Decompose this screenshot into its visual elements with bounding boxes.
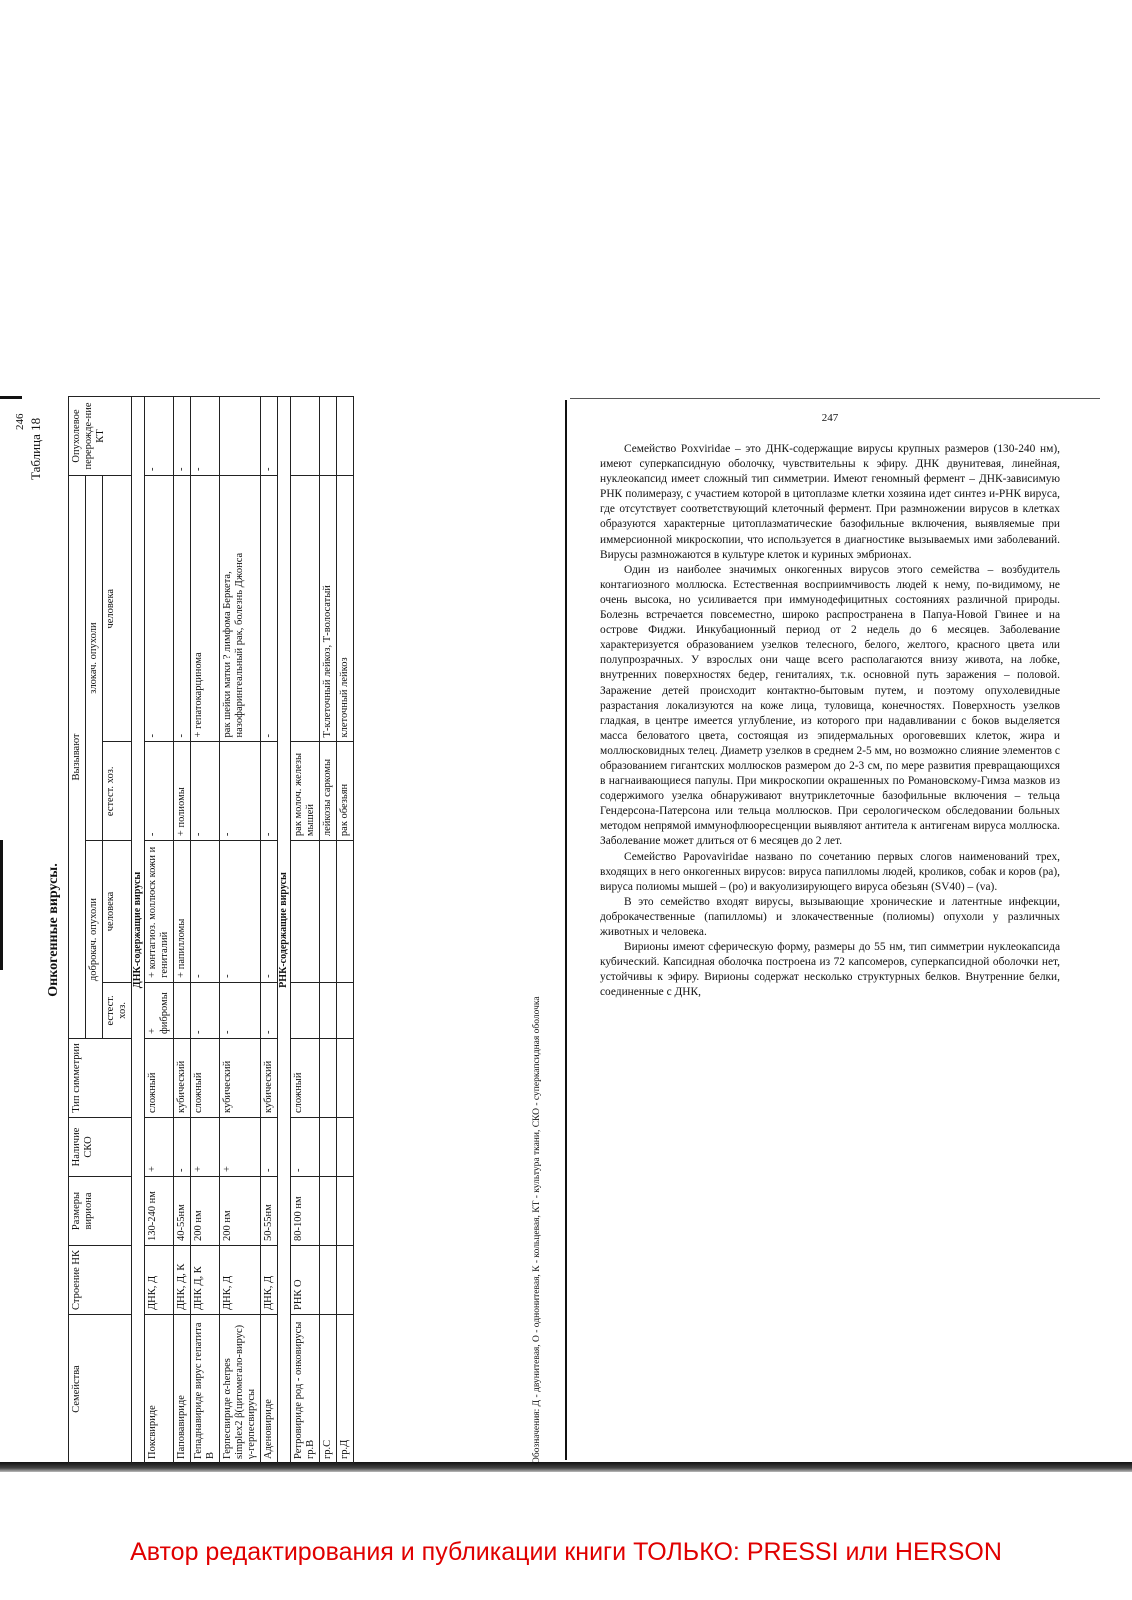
cell-malig-host: -: [190, 742, 219, 841]
cell-transform: -: [173, 397, 190, 476]
table-title: Онкогенные вирусы.: [46, 863, 61, 997]
col-size: Размеры вириона: [69, 1177, 132, 1246]
cell-benign-host: [173, 982, 190, 1038]
cell-size: [319, 1177, 336, 1246]
col-malig-host: естест. хоз.: [103, 742, 132, 841]
cell-nk: ДНК, Д: [261, 1246, 278, 1315]
cell-malig-human: клеточный лейкоз: [337, 476, 354, 742]
cell-symmetry: [337, 1039, 354, 1118]
cell-family: гр.Д: [337, 1315, 354, 1464]
cell-nk: [319, 1246, 336, 1315]
col-malignant: злокач. опухоли: [86, 476, 103, 841]
paragraph-family-scope: В это семейство входят вирусы, вызывающие хронические и латентные инфекции, доброкачественные (папилломы) и злокачественные (полиомы) опухоли у различных животных и человека.: [600, 895, 1060, 938]
cell-nk: ДНК Д, К: [190, 1246, 219, 1315]
cell-benign-human: + папилломы: [173, 841, 190, 983]
page-number-left: 246: [14, 413, 26, 430]
col-benign-human: человека: [103, 841, 132, 983]
cell-symmetry: кубический: [173, 1039, 190, 1118]
cell-transform: -: [261, 397, 278, 476]
section-rna: РНК-содержащие вирусы: [278, 397, 291, 1464]
cell-transform: [319, 397, 336, 476]
rotated-table-page: [14, 390, 560, 1470]
cell-nk: РНК О: [290, 1246, 319, 1315]
cell-size: 80-100 нм: [290, 1177, 319, 1246]
cell-malig-human: рак шейки матки ? лимфома Беркета, назофарингеальный рак, болезнь Джонса: [220, 476, 261, 742]
cell-symmetry: сложный: [144, 1039, 173, 1118]
cell-transform: -: [190, 397, 219, 476]
cell-sko: +: [220, 1118, 261, 1177]
table-header-row: [69, 397, 86, 1464]
cell-malig-host: рак обезьян: [337, 742, 354, 841]
cell-transform: [220, 397, 261, 476]
cell-sko: +: [190, 1118, 219, 1177]
cell-transform: [290, 397, 319, 476]
cell-symmetry: сложный: [290, 1039, 319, 1118]
left-page: [10, 390, 565, 1480]
cell-malig-host: -: [220, 742, 261, 841]
publisher-footer: Автор редактирования и публикации книги ТОЛЬКО: PRESSI или HERSON: [130, 1538, 1002, 1566]
cell-malig-human: -: [173, 476, 190, 742]
cell-symmetry: кубический: [261, 1039, 278, 1118]
col-symmetry: Тип симметрии: [69, 1039, 132, 1118]
table-row: [190, 397, 219, 1464]
cell-benign-human: [319, 841, 336, 983]
table-row: [144, 397, 173, 1464]
cell-benign-human: -: [261, 841, 278, 983]
cell-benign-host: -: [190, 982, 219, 1038]
cell-size: 200 нм: [190, 1177, 219, 1246]
paragraph-poxviridae: Семейство Poxviridae – это ДНК-содержащие вирусы крупных размеров (130-240 нм), имеют суперкапсидную оболочку, чувствительны к эфиру. ДНК двунитевая, линейная, нуклеокапсид имеет сложный тип симметрии. Имеют геномный фермент – ДНК-зависимую РНК полимеразу, с участием которой в цитоплазме клетки хозяина идет синтез и-РНК вируса, где отсутствует соответствующий клеточный фермент. При размножении вирусов в клетках образуются характерные цитоплазматические базофильные включения, выявляемые при иммерсионной микроскопии, что используется в диагностике вызываемых ими заболеваний. Вирусы размножаются в культуре клеток и куриных эмбрионах.: [600, 443, 1060, 561]
table-legend: Обозначения: Д - двунитевая, О - однонитевая, К - кольцевая, КТ - культура ткани, СКО - суперкапсидная оболочка: [532, 996, 542, 1464]
col-sko: Наличие СКО: [69, 1118, 132, 1177]
cell-benign-human: [290, 841, 319, 983]
paragraph-papovaviridae: Семейство Papovaviridae названо по сочетанию первых слогов наименований трех, входящих в него онкогенных вирусов: вируса папилломы людей, кроликов, собак и коров (pa), вируса полиомы мышей – (po) и вакуолизирующего вируса обезьян (SV40) – (va).: [600, 850, 1060, 893]
col-nk: Строение НК: [69, 1246, 132, 1315]
col-family: Семейства: [69, 1315, 132, 1464]
cell-sko: -: [261, 1118, 278, 1177]
table-row: [337, 397, 354, 1464]
cell-symmetry: сложный: [190, 1039, 219, 1118]
cell-nk: ДНК, Д, К: [173, 1246, 190, 1315]
cell-size: [337, 1177, 354, 1246]
cell-family: Герпесвириде α-herpes simplex2 β(цитомегало-вирус) γ-герпесвирусы: [220, 1315, 261, 1464]
page-gutter-line: [565, 400, 567, 1460]
cell-malig-host: лейкозы саркомы: [319, 742, 336, 841]
cell-family: Аденовириде: [261, 1315, 278, 1464]
cell-malig-human: -: [144, 476, 173, 742]
cell-family: Гепаднавириде вирус гепатита В: [190, 1315, 219, 1464]
oncogenic-viruses-table: [68, 396, 354, 1464]
cell-benign-host: -: [261, 982, 278, 1038]
page-number-right: 247: [821, 412, 839, 424]
col-benign-host: естест. хоз.: [103, 982, 132, 1038]
cell-family: Поксвириде: [144, 1315, 173, 1464]
table-row: [220, 397, 261, 1464]
cell-benign-human: -: [220, 841, 261, 983]
table-row: [261, 397, 278, 1464]
cell-malig-human: Т-клеточный лейкоз, Т-волосатый: [319, 476, 336, 742]
cell-sko: +: [144, 1118, 173, 1177]
cell-benign-host: -: [220, 982, 261, 1038]
cell-symmetry: [319, 1039, 336, 1118]
cell-malig-human: -: [261, 476, 278, 742]
cell-benign-host: [290, 982, 319, 1038]
table-row: [173, 397, 190, 1464]
cell-malig-human: [290, 476, 319, 742]
cell-nk: [337, 1246, 354, 1315]
col-benign: доброкач. опухоли: [86, 841, 103, 1039]
cell-malig-host: -: [261, 742, 278, 841]
paragraph-virions: Вирионы имеют сферическую форму, размеры до 55 нм, тип симметрии нуклеокапсида кубический. Капсидная оболочка построена из 72 капсомеров, суперкапсидной оболочки нет, устойчивы к эфиру. Вирионы содержат несколько структурных белков. Внутренние белки, соединенные с ДНК,: [600, 941, 1060, 999]
cell-malig-host: + полиомы: [173, 742, 190, 841]
cell-benign-host: [337, 982, 354, 1038]
cell-size: 130-240 нм: [144, 1177, 173, 1246]
cell-family: Ретровириде род - онковирусы гр.В: [290, 1315, 319, 1464]
cell-nk: ДНК, Д: [220, 1246, 261, 1315]
table-row: [290, 397, 319, 1464]
cell-sko: [337, 1118, 354, 1177]
scan-edge-top-right: [570, 398, 1100, 399]
cell-family: Паповавириде: [173, 1315, 190, 1464]
col-transform: Опухолевое перерожде-ние КТ: [69, 397, 132, 476]
cell-benign-human: [337, 841, 354, 983]
cell-size: 200 нм: [220, 1177, 261, 1246]
col-malig-human: человека: [103, 476, 132, 742]
cell-malig-host: -: [144, 742, 173, 841]
cell-transform: -: [144, 397, 173, 476]
scan-edge-left: [0, 840, 3, 970]
cell-transform: [337, 397, 354, 476]
cell-nk: ДНК, Д: [144, 1246, 173, 1315]
cell-benign-human: -: [190, 841, 219, 983]
table-number: Таблица 18: [28, 417, 43, 480]
cell-sko: -: [173, 1118, 190, 1177]
cell-malig-host: рак молоч. железы мышей: [290, 742, 319, 841]
cell-benign-host: + фибромы: [144, 982, 173, 1038]
cell-benign-host: [319, 982, 336, 1038]
cell-malig-human: + гепатокарцинома: [190, 476, 219, 742]
paragraph-molluscum: Один из наиболее значимых онкогенных вирусов этого семейства – возбудитель контагиозного моллюска. Естественная восприимчивость людей к нему, по-видимому, не очень высока, но усиливается при иммунодефицитных состояниях различной природы. Болезнь встречается повсеместно, широко распространена в Папуа-Новой Гвинее и на острове Фиджи. Инкубационный период от 2 недель до 6 месяцев. Заболевание характеризуется образованием узелков телесного, белого, желтого, красного цвета или полупрозрачных. У взрослых они чаще всего располагаются внизу живота, на лобке, внутренних поверхностях бедер, гениталиях, т.к. основной путь заражения – половой. Заражение детей происходит контактно-бытовым путем, и поэтому опухолевидные разрастания локализуются на коже лица, туловища, конечностях. Поверхность узелков гладкая, в центре имеется углубление, из которого при надавливании с боков выделяется масса беловатого цвета, состоящая из эпидермальных ороговевших клеток, жира и моллюсковидных телец. Диаметр узелков в среднем 2-5 мм, но возможно слияние элементов с образованием гигантских моллюсков размером до 2-3 см, по мере развития превращающихся в нагнаивающиеся папулы. При микроскопии окрашенных по Романовскому-Гимза мазков из содержимого узелка обнаруживают внутриклеточные базофильные включения – тельца Гендерсона-Патерсона или тельца моллюсков. При серологическом обследовании больных методом непрямой иммунофлюоресценции выявляют антитела к антигенам вируса моллюска. Заболевание может длиться от 6 месяцев до 2 лет.: [600, 563, 1060, 848]
cell-sko: -: [290, 1118, 319, 1177]
cell-size: 50-55нм: [261, 1177, 278, 1246]
cell-family: гр.С: [319, 1315, 336, 1464]
cell-benign-human: + контагиоз. моллюск кожи и гениталий: [144, 841, 173, 983]
col-causes: Вызывают: [69, 476, 86, 1039]
table-row: [319, 397, 336, 1464]
cell-symmetry: кубический: [220, 1039, 261, 1118]
cell-sko: [319, 1118, 336, 1177]
right-page: [600, 412, 1060, 1000]
section-dna: ДНК-содержащие вирусы: [132, 397, 145, 1464]
cell-size: 40-55нм: [173, 1177, 190, 1246]
